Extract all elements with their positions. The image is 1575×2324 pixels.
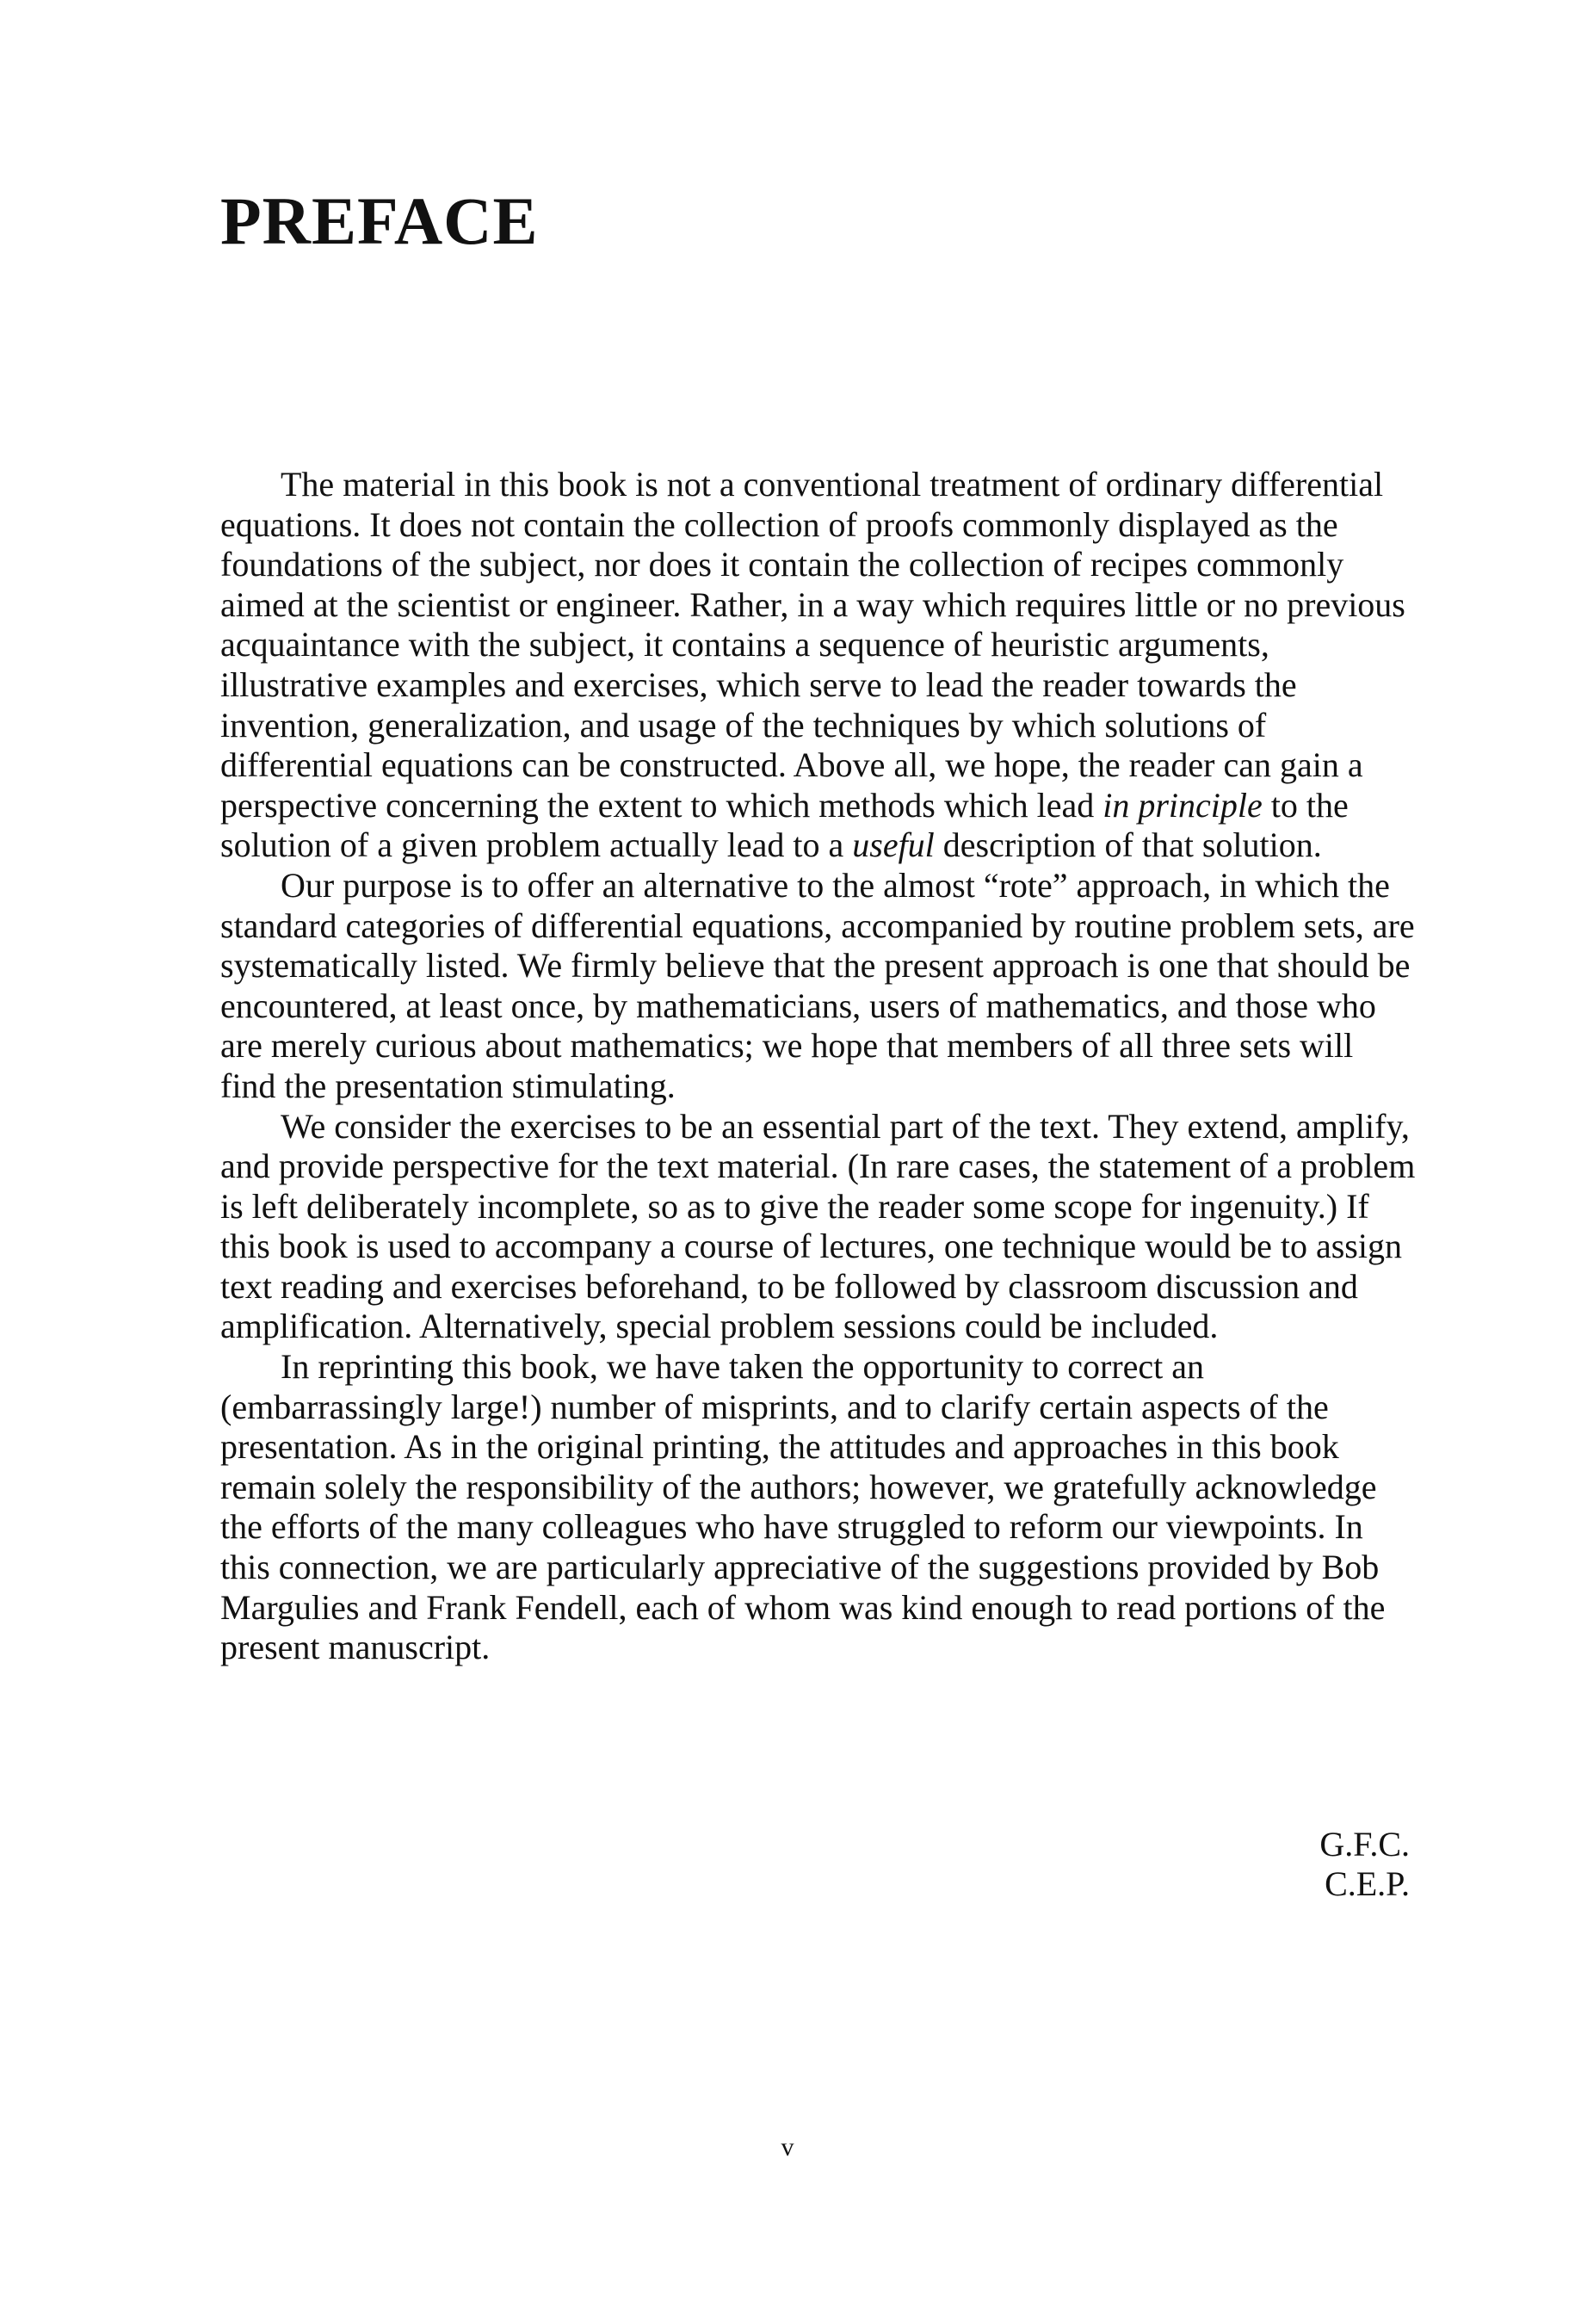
emphasis-in-principle: in principle — [1102, 785, 1263, 825]
paragraph-1-text-b: to the solution of a given problem actually lead to a — [220, 785, 1349, 865]
author-initials — [1319, 1825, 1410, 1904]
paragraph-3: We consider the exercises to be an essential part of the text. They extend, amplify, and provide perspective for the text material. (In rare cases, the statement of a problem is left deliberately incomplete, so as to give the reader some scope for ingenuity.) If this book is used to accompany a course of lectures, one technique would be to assign text reading and exercises beforehand, to be followed by classroom discussion and amplification. Alternatively, special problem sessions could be included. — [220, 1106, 1416, 1346]
page-number: v — [781, 2133, 794, 2161]
author-initials-1: G.F.C. — [1319, 1825, 1410, 1864]
emphasis-useful: useful — [852, 825, 935, 865]
paragraph-1-text-a: The material in this book is not a conventional treatment of ordinary differential equations. It does not contain the collection of proofs commonly displayed as the foundations of the subject, nor does it contain the collection of recipes commonly aimed at the scientist or engineer. Rather, in a way which requires little or no previous acquaintance with the subject, it contains a sequence of heuristic arguments, illustrative examples and exercises, which serve to lead the reader towards the invention, generalization, and usage of the techniques by which solutions of differential equations can be constructed. Above all, we hope, the reader can gain a perspective concerning the extent to which methods which lead — [220, 465, 1405, 825]
paragraph-4: In reprinting this book, we have taken the opportunity to correct an (embarrassingly large!) number of misprints, and to clarify certain aspects of the presentation. As in the original printing, the attitudes and approaches in this book remain solely the responsibility of the authors; however, we gratefully acknowledge the efforts of the many colleagues who have struggled to reform our viewpoints. In this connection, we are particularly appreciative of the suggestions provided by Bob Margulies and Frank Fendell, each of whom was kind enough to read portions of the present manuscript. — [220, 1347, 1386, 1667]
paragraph-1 — [220, 465, 1417, 866]
author-initials-2: C.E.P. — [1325, 1864, 1410, 1903]
paragraph-2: Our purpose is to offer an alternative to the almost “rote” approach, in which the standard categories of differential equations, accompanied by routine problem sets, are systematically listed. We firmly believe that the present approach is one that should be encountered, at least once, by mathematicians, users of mathematics, and those who are merely curious about mathematics; we hope that members of all three sets will find the presentation stimulating. — [220, 865, 1415, 1105]
page-title: PREFACE — [220, 183, 539, 258]
preface-body — [220, 465, 1417, 1668]
paragraph-1-text-c: description of that solution. — [934, 825, 1322, 865]
